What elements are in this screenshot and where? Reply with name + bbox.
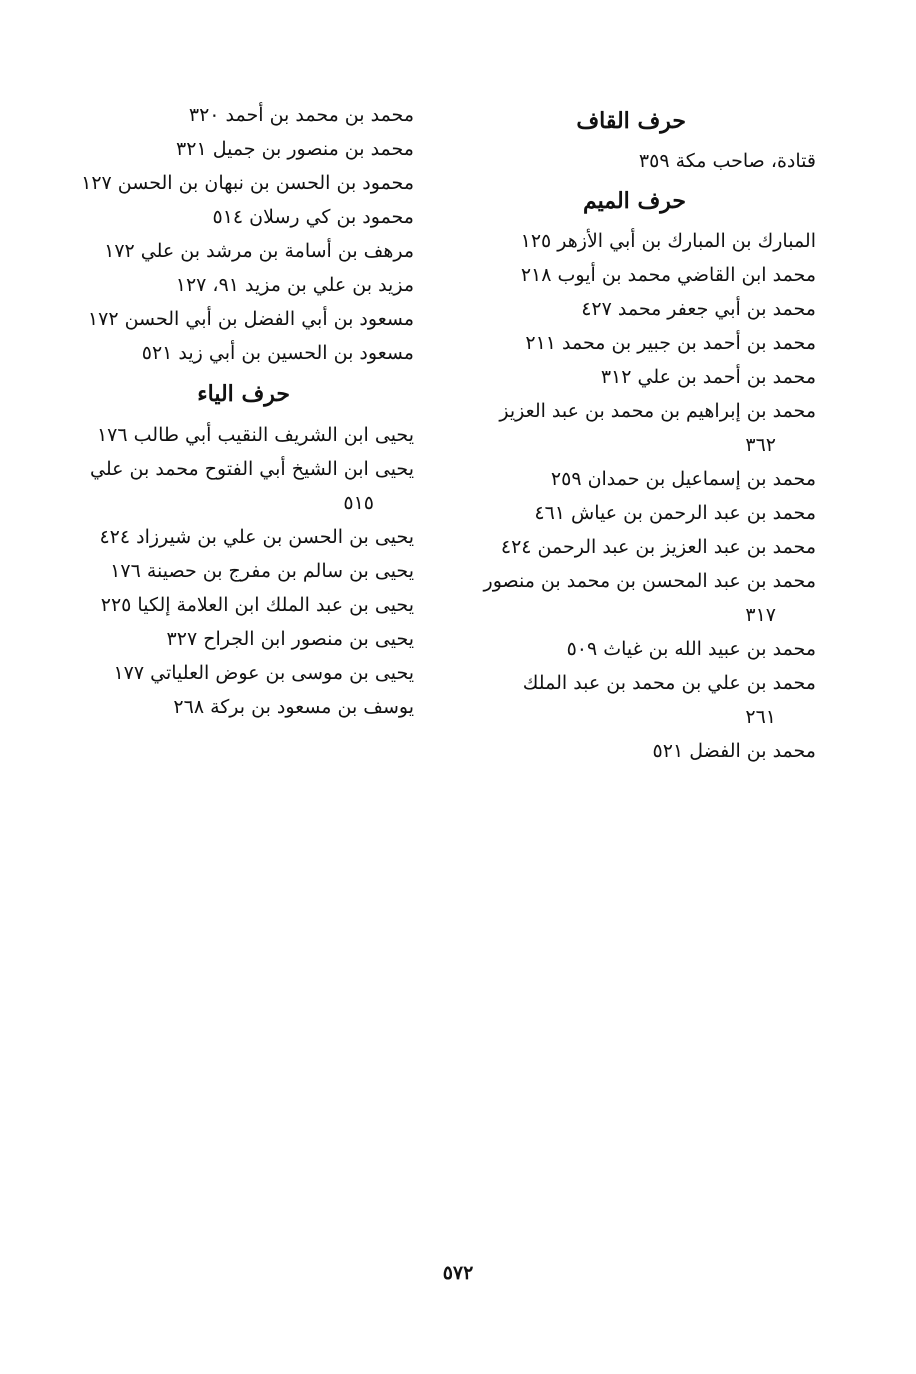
section-heading-mim: حرف الميم (582, 188, 686, 214)
index-entry-page: ٣١٧ (745, 604, 776, 626)
index-entry: محمد بن الفضل ٥٢١ (652, 740, 816, 762)
index-entry: محمد بن أبي جعفر محمد ٤٢٧ (581, 298, 816, 320)
index-entry: مسعود بن أبي الفضل بن أبي الحسن ١٧٢ (87, 308, 414, 330)
index-entry: مسعود بن الحسين بن أبي زيد ٥٢١ (141, 342, 414, 364)
index-entry: يحيى بن الحسن بن علي بن شيرزاد ٤٢٤ (99, 526, 414, 548)
index-column-right (456, 98, 816, 768)
index-column-left (42, 98, 414, 724)
index-entry: يحيى بن سالم بن مفرج بن حصينة ١٧٦ (110, 560, 414, 582)
index-entry: محمد ابن القاضي محمد بن أيوب ٢١٨ (520, 264, 816, 286)
index-entry: محمد بن محمد بن أحمد ٣٢٠ (188, 104, 414, 126)
index-entry: محمد بن عبد العزيز بن عبد الرحمن ٤٢٤ (500, 536, 816, 558)
index-entry-page: ٥١٥ (343, 492, 374, 514)
index-entry-wrapped (42, 452, 414, 520)
section-heading-ya: حرف الياء (197, 381, 290, 407)
index-entry: محمود بن الحسن بن نبهان بن الحسن ١٢٧ (81, 172, 414, 194)
index-entry: يوسف بن مسعود بن بركة ٢٦٨ (173, 696, 414, 718)
index-entry: المبارك بن المبارك بن أبي الأزهر ١٢٥ (520, 230, 816, 252)
index-entry-wrapped (456, 394, 816, 462)
section-heading-qaf: حرف القاف (576, 108, 686, 134)
index-entry-name: محمد بن علي بن محمد بن عبد الملك (522, 672, 816, 694)
index-entry-name: محمد بن إبراهيم بن محمد بن عبد العزيز (499, 400, 816, 422)
index-entry: محمد بن عبد الرحمن بن عياش ٤٦١ (534, 502, 816, 524)
index-entry-name: يحيى ابن الشيخ أبي الفتوح محمد بن علي (90, 458, 414, 480)
index-entry: محمد بن منصور بن جميل ٣٢١ (176, 138, 414, 160)
index-entry: مرهف بن أسامة بن مرشد بن علي ١٧٢ (104, 240, 414, 262)
index-entry: محمد بن أحمد بن علي ٣١٢ (600, 366, 816, 388)
index-entry: محمود بن كي رسلان ٥١٤ (212, 206, 414, 228)
index-entry-wrapped (456, 666, 816, 734)
index-entry-name: محمد بن عبد المحسن بن محمد بن منصور (483, 570, 816, 592)
index-entry: يحيى بن موسى بن عوض العلياتي ١٧٧ (113, 662, 414, 684)
index-entry: قتادة، صاحب مكة ٣٥٩ (638, 150, 816, 172)
index-entry: يحيى ابن الشريف النقيب أبي طالب ١٧٦ (96, 424, 414, 446)
index-entry: مزيد بن علي بن مزيد ٩١، ١٢٧ (175, 274, 414, 296)
index-entry-page: ٢٦١ (745, 706, 776, 728)
index-entry: يحيى بن عبد الملك ابن العلامة إلكيا ٢٢٥ (100, 594, 414, 616)
index-entry: محمد بن أحمد بن جبير بن محمد ٢١١ (525, 332, 816, 354)
index-entry-wrapped (456, 564, 816, 632)
index-entry-page: ٣٦٢ (745, 434, 776, 456)
page-number: ٥٧٢ (442, 1262, 474, 1284)
index-entry: محمد بن إسماعيل بن حمدان ٢٥٩ (550, 468, 816, 490)
index-entry: محمد بن عبيد الله بن غياث ٥٠٩ (566, 638, 816, 660)
index-entry: يحيى بن منصور ابن الجراح ٣٢٧ (166, 628, 414, 650)
